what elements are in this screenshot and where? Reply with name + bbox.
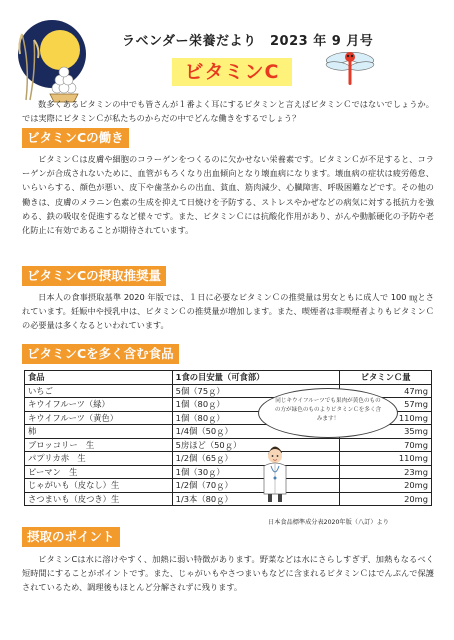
function-text: ビタミンＣは皮膚や細胞のコラーゲンをつくるのに欠かせない栄養素です。ビタミンＣが不足すると、コラーゲンが合成されないために、血管がもろくなり出血傾向となり壊血病になります。壊血病の症状は疲労倦怠、いらいらする、顔色が悪い、皮下や歯茎からの出血、貧血、筋肉減少、心臓障害、呼吸困難などです。その他の働きは、皮膚のメラニン色素の生成を抑えて日焼けを予防する、ストレスやかぜなどの病気に対する抵抗力を強める、鉄の吸収を促進するなど様々です。また、ビタミンＣには抗酸化作用があり、がんや動脈硬化の予防や老化防止に有効であることが期待されています。 <box>22 154 434 236</box>
intro-text: 数多くあるビタミンの中でも皆さんが１番よく耳にするビタミンと言えばビタミンＣではないでしょうか。では実際にビタミンＣが私たちのからだの中でどんな働きをするでしょう？ <box>22 99 434 124</box>
intake-paragraph <box>22 290 434 333</box>
page-title: ビタミンC <box>172 58 292 86</box>
amount-cell: 1/4個（50ｇ） <box>172 425 340 439</box>
points-text: ビタミンCは水に溶けやすく、加熱に弱い特徴があります。野菜などは水にさらしすぎず、加熱もなるべく短時間にすることがポイントです。また、じゃがいもやさつまいもなどに含まれるビタミンＣはでんぷんで保護されているため、調理後もほとんど分解されずに残ります。 <box>22 554 434 593</box>
intake-text: 日本人の食事摂取基準 2020 年版では、１日に必要なビタミンＣの推奨量は男女ともに成人で 100 ㎎とされています。妊娠中や授乳中は、ビタミンＣの推奨量が増加します。また、喫煙者は非喫煙者よりもビタミンＣの必要量は多くなるといわれています。 <box>22 292 434 331</box>
section-heading-function: ビタミンCの働き <box>22 128 129 148</box>
vitamin-c-cell: 20mg <box>340 492 432 506</box>
column-header-amount: 1食の目安量（可食部） <box>172 371 340 385</box>
function-paragraph <box>22 152 434 237</box>
food-table <box>24 370 432 506</box>
vitamin-c-cell: 70mg <box>340 438 432 452</box>
amount-cell: 1/2個（70ｇ） <box>172 479 340 493</box>
moon-dango-icon <box>12 14 92 104</box>
food-cell: キウイフルーツ（緑） <box>25 398 173 412</box>
vitamin-c-cell: 57mg <box>340 398 432 412</box>
amount-cell: 1個（80ｇ） <box>172 398 340 412</box>
table-header-row <box>25 371 432 385</box>
food-cell: ブロッコリー 生 <box>25 438 173 452</box>
amount-cell: 1個（30ｇ） <box>172 465 340 479</box>
vitamin-c-cell: 23mg <box>340 465 432 479</box>
amount-cell: 5個（75ｇ） <box>172 384 340 398</box>
column-header-food: 食品 <box>25 371 173 385</box>
section-heading-foods: ビタミンCを多く含む食品 <box>22 344 179 364</box>
food-cell: いちご <box>25 384 173 398</box>
vitamin-c-cell: 35mg <box>340 425 432 439</box>
amount-cell: 1個（80ｇ） <box>172 411 340 425</box>
section-heading-points: 摂取のポイント <box>22 527 120 547</box>
food-cell: ピーマン 生 <box>25 465 173 479</box>
vitamin-c-cell: 47mg <box>340 384 432 398</box>
food-cell: さつまいも（皮つき）生 <box>25 492 173 506</box>
amount-cell: 5房ほど（50ｇ） <box>172 438 340 452</box>
dragonfly-icon <box>322 48 378 88</box>
source-note: 日本食品標準成分表2020年版（八訂）より <box>268 519 389 526</box>
amount-cell: 1/2個（65ｇ） <box>172 452 340 466</box>
doctor-icon <box>258 438 290 504</box>
table-row <box>25 492 432 506</box>
vitamin-c-cell: 110mg <box>340 452 432 466</box>
food-cell: キウイフルーツ（黄色） <box>25 411 173 425</box>
table-row <box>25 465 432 479</box>
vitamin-c-cell: 20mg <box>340 479 432 493</box>
points-paragraph <box>22 552 434 595</box>
section-heading-intake: ビタミンCの摂取推奨量 <box>22 266 166 286</box>
column-header-vitamin-c: ビタミンＣ量 <box>340 371 432 385</box>
table-row <box>25 479 432 493</box>
vitamin-c-cell: 110mg <box>340 411 432 425</box>
intro-paragraph <box>22 97 434 125</box>
speech-bubble: 同じキウイフルーツでも果肉が黄色のものの方が緑色のものよりビタミンＣを多く含みます！ <box>258 388 398 438</box>
food-cell: じゃがいも（皮なし）生 <box>25 479 173 493</box>
amount-cell: 1/3本（80ｇ） <box>172 492 340 506</box>
table-row <box>25 438 432 452</box>
newsletter-title: ラベンダー栄養だより 2023 年 9 月号 <box>122 34 374 49</box>
food-cell: パプリカ赤 生 <box>25 452 173 466</box>
food-cell: 柿 <box>25 425 173 439</box>
table-row <box>25 452 432 466</box>
